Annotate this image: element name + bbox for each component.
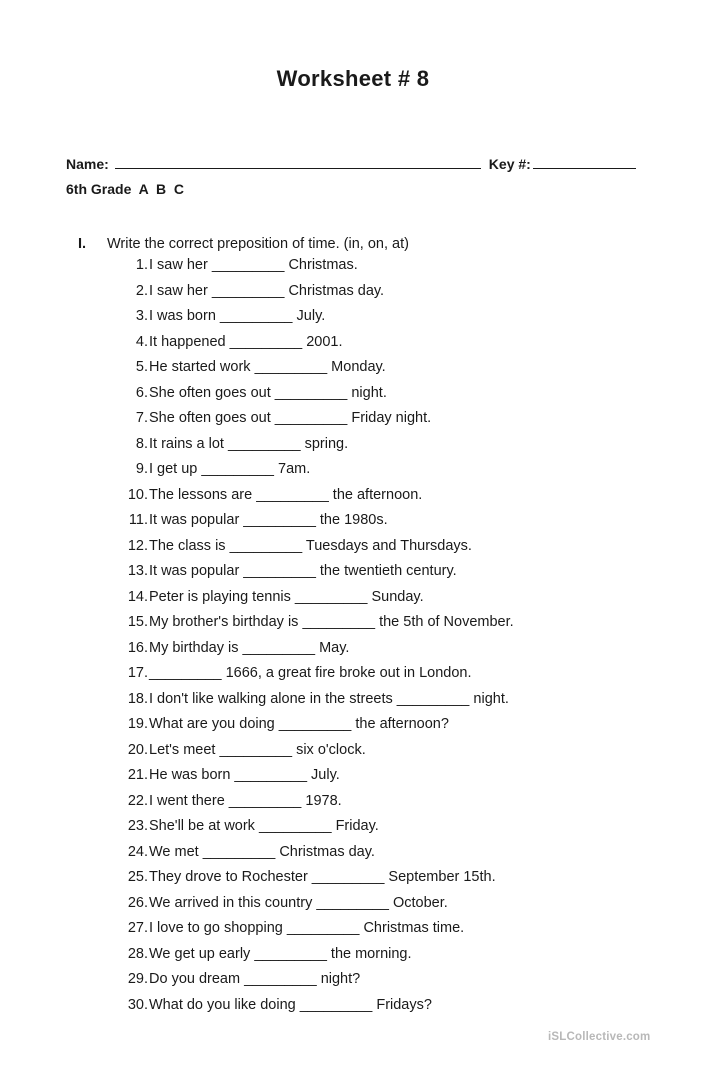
exercise-item: [106, 358, 514, 384]
exercise-sentence: I went there _________ 1978.: [149, 792, 342, 809]
exercise-number: 8.: [135, 435, 148, 452]
exercise-item: [106, 868, 514, 894]
exercise-number: 30.: [127, 996, 148, 1013]
exercise-number: 10.: [127, 486, 148, 503]
exercise-number: 1.: [135, 257, 148, 273]
exercise-sentence: I don't like walking alone in the streets _________ night.: [149, 690, 509, 707]
exercise-sentence: We arrived in this country _________ October.: [149, 894, 448, 911]
exercise-number: 23.: [127, 818, 148, 834]
exercise-sentence: _________ 1666, a great fire broke out in London.: [149, 665, 472, 681]
exercise-item: [106, 919, 514, 945]
exercise-item: [106, 562, 514, 588]
exercise-item: [106, 792, 514, 818]
exercise-number: 20.: [127, 741, 148, 758]
grade-line: 6th Grade A B C: [66, 181, 184, 197]
exercise-item: [106, 894, 514, 920]
exercise-item: [106, 741, 514, 767]
exercise-sentence: It rains a lot _________ spring.: [149, 435, 349, 452]
exercise-item: [106, 435, 514, 461]
exercise-number: 6.: [135, 384, 148, 401]
exercise-number: 9.: [135, 461, 148, 477]
exercise-sentence: What do you like doing _________ Fridays?: [149, 996, 432, 1013]
exercise-sentence: What are you doing _________ the afternoon?: [149, 716, 449, 732]
exercise-item: [106, 460, 514, 486]
exercise-sentence: My birthday is _________ May.: [149, 639, 350, 656]
exercise-sentence: Do you dream _________ night?: [149, 971, 361, 987]
exercise-sentence: She often goes out _________ Friday night.: [149, 410, 432, 426]
exercise-item: [106, 409, 514, 435]
exercise-number: 4.: [135, 333, 148, 350]
exercise-number: 25.: [127, 869, 148, 885]
exercise-item: [106, 690, 514, 716]
exercise-sentence: He was born _________ July.: [149, 767, 340, 783]
exercise-item: [106, 486, 514, 512]
exercise-number: 2.: [135, 282, 148, 299]
exercise-number: 18.: [127, 690, 148, 707]
key-blank-line: [533, 154, 636, 169]
exercise-sentence: I was born _________ July.: [149, 308, 326, 324]
exercise-sentence: I saw her _________ Christmas day.: [149, 282, 385, 299]
exercise-number: 24.: [127, 843, 148, 860]
exercise-item: [106, 613, 514, 639]
exercise-item: [106, 639, 514, 665]
exercise-number: 15.: [127, 614, 148, 630]
exercise-item: [106, 256, 514, 282]
exercise-item: [106, 766, 514, 792]
exercise-number: 21.: [127, 767, 148, 783]
exercise-item: [106, 664, 514, 690]
exercise-sentence: It was popular _________ the 1980s.: [149, 512, 388, 528]
exercise-item: [106, 588, 514, 614]
exercise-sentence: We get up early _________ the morning.: [149, 945, 412, 962]
exercise-list: [106, 256, 514, 1021]
section-instruction: Write the correct preposition of time. (in, on, at): [107, 236, 409, 252]
exercise-sentence: I love to go shopping _________ Christmas time.: [149, 920, 465, 936]
exercise-sentence: Let's meet _________ six o'clock.: [149, 741, 366, 758]
watermark: iSLCollective.com: [548, 1031, 651, 1043]
section-numeral: I.: [78, 236, 87, 252]
exercise-item: [106, 970, 514, 996]
exercise-number: 17.: [127, 665, 148, 681]
exercise-sentence: Peter is playing tennis _________ Sunday.: [149, 588, 424, 605]
exercise-item: [106, 996, 514, 1022]
exercise-number: 13.: [127, 563, 148, 579]
exercise-sentence: I saw her _________ Christmas.: [149, 257, 358, 273]
exercise-item: [106, 715, 514, 741]
exercise-item: [106, 333, 514, 359]
exercise-sentence: She often goes out _________ night.: [149, 384, 387, 401]
exercise-number: 19.: [127, 716, 148, 732]
exercise-number: 22.: [127, 792, 148, 809]
exercise-item: [106, 307, 514, 333]
exercise-number: 16.: [127, 639, 148, 656]
exercise-item: [106, 817, 514, 843]
exercise-number: 14.: [127, 588, 148, 605]
exercise-sentence: It was popular _________ the twentieth century.: [149, 563, 457, 579]
exercise-sentence: She'll be at work _________ Friday.: [149, 818, 379, 834]
exercise-number: 7.: [135, 410, 148, 426]
exercise-sentence: I get up _________ 7am.: [149, 461, 311, 477]
exercise-number: 26.: [127, 894, 148, 911]
exercise-item: [106, 537, 514, 563]
exercise-sentence: My brother's birthday is _________ the 5th of November.: [149, 614, 514, 630]
exercise-number: 11.: [128, 512, 148, 528]
exercise-item: [106, 843, 514, 869]
exercise-number: 27.: [127, 920, 148, 936]
exercise-sentence: It happened _________ 2001.: [149, 333, 343, 350]
exercise-sentence: He started work _________ Monday.: [149, 359, 386, 375]
exercise-number: 29.: [127, 971, 148, 987]
exercise-number: 5.: [135, 359, 148, 375]
exercise-number: 3.: [135, 308, 148, 324]
exercise-item: [106, 384, 514, 410]
name-blank-line: [115, 154, 481, 169]
exercise-sentence: We met _________ Christmas day.: [149, 843, 375, 860]
exercise-sentence: They drove to Rochester _________ September 15th.: [149, 869, 496, 885]
key-label: Key #:: [488, 156, 531, 172]
exercise-number: 28.: [127, 945, 148, 962]
exercise-item: [106, 511, 514, 537]
exercise-sentence: The lessons are _________ the afternoon.: [149, 486, 423, 503]
exercise-sentence: The class is _________ Tuesdays and Thursdays.: [149, 537, 472, 554]
exercise-number: 12.: [127, 537, 148, 554]
exercise-item: [106, 282, 514, 308]
name-label: Name:: [66, 156, 109, 172]
section-heading: [78, 236, 409, 252]
page-title: Worksheet # 8: [276, 66, 430, 91]
name-row: [66, 154, 636, 172]
exercise-item: [106, 945, 514, 971]
